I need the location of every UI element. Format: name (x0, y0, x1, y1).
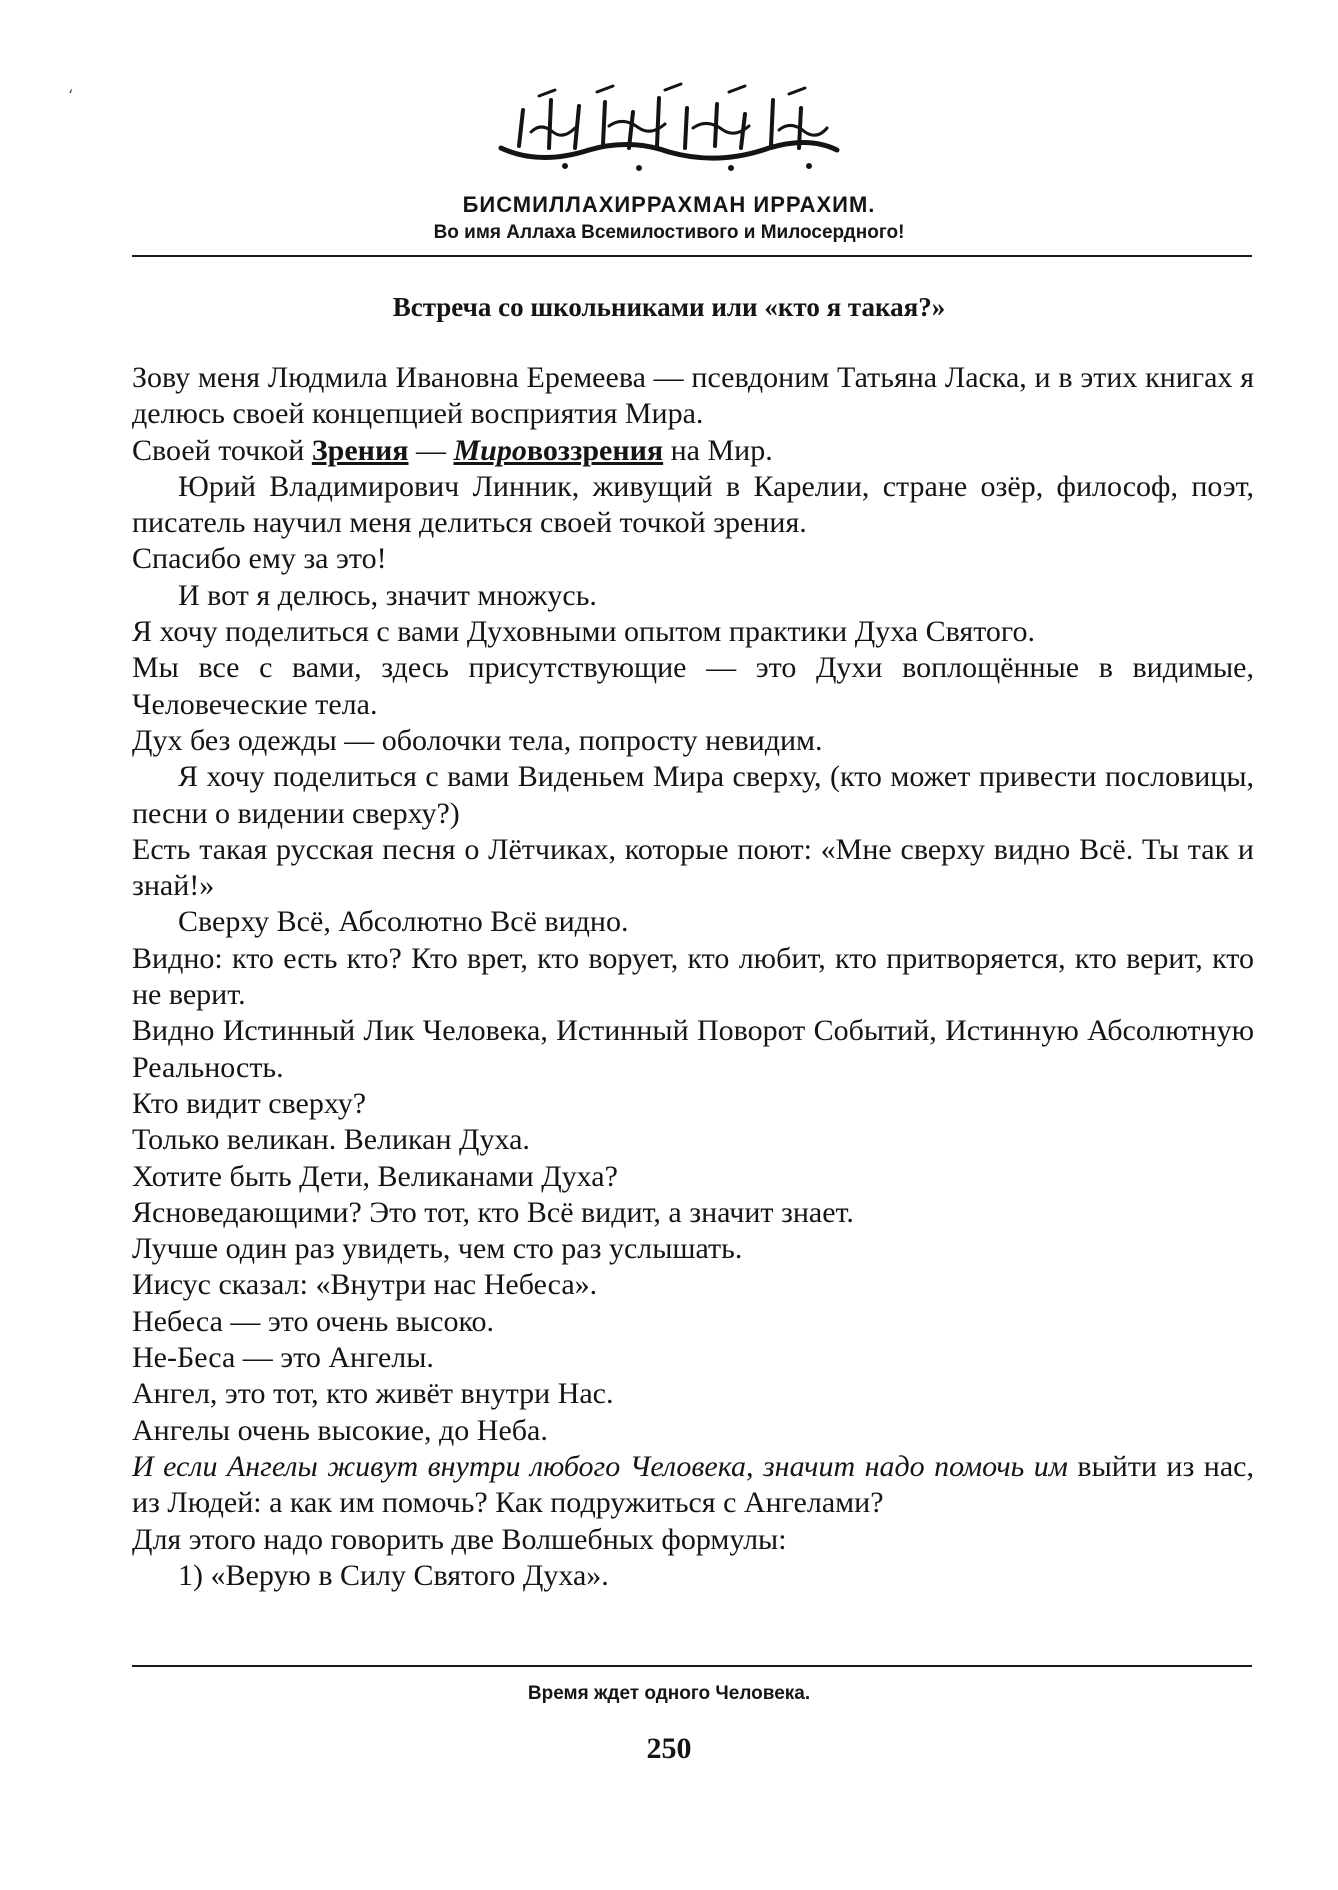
running-footer: Время ждет одного Человека. (527, 1683, 811, 1704)
footer-divider (132, 1665, 1252, 1667)
paragraph: Зову меня Людмила Ивановна Еремеева — псевдоним Татьяна Ласка, и в этих книгах я делюсь своей концепцией восприятия Мира. (132, 361, 1254, 431)
paragraph: Видно: кто есть кто? Кто врет, кто ворует, кто любит, кто притворяется, кто верит, кто не верит. (132, 941, 1254, 1012)
emphasis-word-italic: Миро (453, 433, 527, 467)
paragraph: Сверху Всё, Абсолютно Всё видно. (178, 905, 629, 939)
paragraph: Ясноведающими? Это тот, кто Всё видит, а значит знает. (132, 1195, 854, 1229)
basmala-calligraphy-icon (479, 78, 859, 174)
paragraph: Хотите быть Дети, Великанами Духа? (132, 1159, 618, 1193)
scan-mark: ‘ (68, 86, 74, 105)
text-span: Своей точкой (132, 433, 312, 467)
paragraph: Для этого надо говорить две Волшебных формулы: (132, 1522, 787, 1556)
paragraph: Ангел, это тот, кто живёт внутри Нас. (132, 1377, 614, 1411)
paragraph (132, 433, 1254, 469)
italic-span: И если Ангелы живут внутри любого Человека, значит надо помочь им (132, 1449, 1068, 1483)
body-text (132, 360, 1254, 1594)
emphasis-word: Зрения (311, 433, 409, 467)
paragraph: И вот я делюсь, значит множусь. (178, 578, 597, 612)
paragraph: Мы все с вами, здесь присутствующие — это Духи воплощённые в видимые, Человеческие тела. (132, 651, 1254, 721)
section-title: Встреча со школьниками или «кто я такая?» (392, 292, 946, 322)
paragraph: Небеса — это очень высоко. (132, 1304, 495, 1338)
paragraph: Лучше один раз увидеть, чем сто раз услышать. (132, 1232, 743, 1266)
paragraph: Не-Беса — это Ангелы. (132, 1341, 434, 1375)
basmala-subtitle: Во имя Аллаха Всемилостивого и Милосердного! (433, 222, 905, 243)
basmala-title: БИСМИЛЛАХИРРАХМАН ИРРАХИМ. (462, 192, 876, 217)
paragraph: Видно Истинный Лик Человека, Истинный Поворот Событий, Истинную Абсолютную Реальность. (132, 1014, 1254, 1084)
page-number: 250 (646, 1732, 692, 1765)
paragraph: Только великан. Великан Духа. (132, 1123, 530, 1157)
paragraph: Юрий Владимирович Линник, живущий в Карелии, стране озёр, философ, поэт, писатель научил меня делиться своей точкой зрения. (132, 469, 1254, 540)
paragraph: Есть такая русская песня о Лётчиках, которые поют: «Мне сверху видно Всё. Ты так и знай!» (132, 832, 1254, 903)
paragraph (132, 1449, 1254, 1522)
text-span: выйти из нас, из Людей: а как им помочь? Как подружиться с Ангелами? (132, 1449, 1254, 1520)
emphasis-word: воззрения (526, 433, 664, 467)
paragraph: Дух без одежды — оболочки тела, попросту невидим. (132, 723, 823, 757)
text-span: на Мир. (663, 433, 773, 467)
text-span: — (408, 433, 454, 467)
list-item: 1) «Верую в Силу Святого Духа». (178, 1558, 609, 1592)
paragraph: Кто видит сверху? (132, 1086, 367, 1120)
paragraph: Иисус сказал: «Внутри нас Небеса». (132, 1268, 598, 1302)
paragraph: Я хочу поделиться с вами Виденьем Мира сверху, (кто может привести пословицы, песни о видении сверху?) (132, 760, 1254, 830)
paragraph: Я хочу поделиться с вами Духовными опытом практики Духа Святого. (132, 615, 1035, 649)
page-header (0, 78, 1338, 244)
paragraph: Спасибо ему за это! (132, 542, 387, 576)
paragraph: Ангелы очень высокие, до Неба. (132, 1413, 548, 1447)
header-divider (132, 255, 1252, 257)
